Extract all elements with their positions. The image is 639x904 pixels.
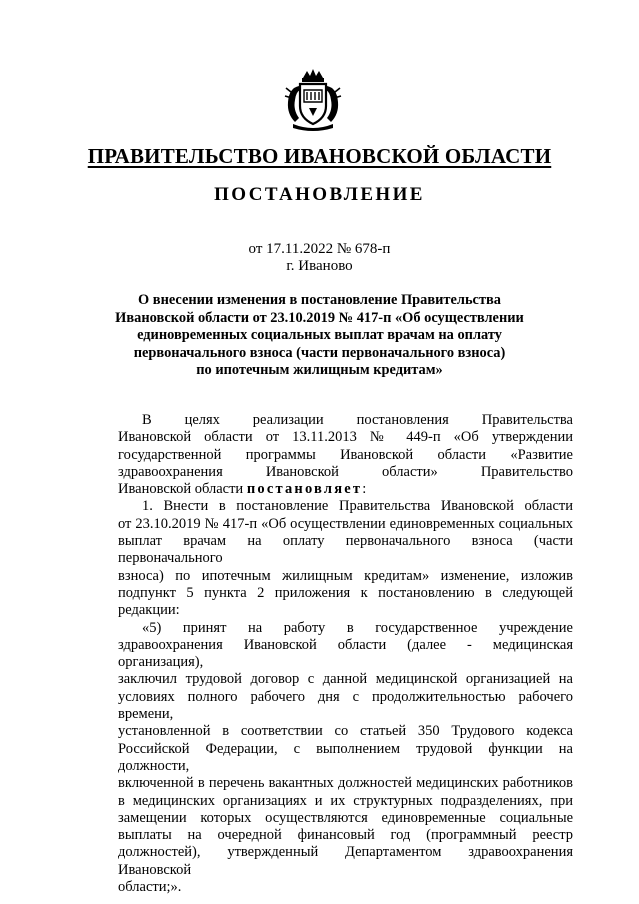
- body-line: замещении которых осуществляются единовременные социальные: [118, 809, 573, 826]
- body-line: должностей), утвержденный Департаментом здравоохранения Ивановской: [118, 844, 573, 878]
- body-line-prefix: Ивановской области: [118, 481, 247, 498]
- document-type: ПОСТАНОВЛЕНИЕ: [214, 184, 425, 205]
- body-line-decree: [118, 481, 573, 498]
- decree-word: постановляет: [246, 481, 363, 498]
- body-line: установленной в соответствии со статьей 350 Трудового кодекса: [118, 723, 573, 740]
- body-line: области;».: [118, 879, 182, 896]
- body-line: условиях полного рабочего дня с продолжительностью рабочего времени,: [118, 688, 573, 723]
- body-line: 1. Внести в постановление Правительства Ивановской области: [142, 498, 573, 515]
- body-line: включенной в перечень вакантных должностей медицинских работников: [118, 775, 573, 792]
- body-line: государственной программы Ивановской области «Развитие: [118, 446, 573, 463]
- body-line: Ивановской области от 13.11.2013 № 449-п «Об утверждении: [118, 429, 573, 446]
- body-line: в медицинских организациях и их структурных подразделениях, при: [118, 792, 573, 809]
- body-line: подпункт 5 пункта 2 приложения к постановлению в следующей: [118, 584, 573, 601]
- title-line: О внесении изменения в постановление Правительства: [138, 292, 501, 308]
- body-line-suffix: :: [362, 481, 367, 498]
- organization-name: ПРАВИТЕЛЬСТВО ИВАНОВСКОЙ ОБЛАСТИ: [87, 144, 552, 168]
- body-line: выплаты на очередной финансовый год (программный реестр: [118, 827, 573, 844]
- body-line: выплат врачам на оплату первоначального взноса (части первоначального: [118, 533, 573, 567]
- document-title: [100, 292, 539, 380]
- title-line: единовременных социальных выплат врачам на оплату: [137, 327, 502, 343]
- body-line: от 23.10.2019 № 417-п «Об осуществлении единовременных социальных: [118, 515, 573, 532]
- document-city: г. Иваново: [286, 258, 353, 274]
- body-line: здравоохранения Ивановской области (далее - медицинская организация),: [118, 636, 573, 671]
- document-date-number: от 17.11.2022 № 678-п: [248, 241, 391, 257]
- body-line: взноса) по ипотечным жилищным кредитам» изменение, изложив: [118, 567, 573, 584]
- title-line: Ивановской области от 23.10.2019 № 417-п «Об осуществлении: [115, 309, 524, 326]
- body-line: редакции:: [118, 602, 180, 619]
- title-line: по ипотечным жилищным кредитам»: [196, 362, 443, 378]
- document-body: [118, 412, 573, 896]
- title-line: первоначального взноса (части первоначального взноса): [133, 344, 506, 361]
- body-line: В целях реализации постановления Правительства: [142, 412, 573, 428]
- body-line: здравоохранения Ивановской области» Правительство: [118, 463, 573, 480]
- body-line: «5) принят на работу в государственное учреждение: [142, 619, 573, 636]
- body-line: заключил трудовой договор с данной медицинской организацией на: [118, 671, 573, 688]
- body-line: Российской Федерации, с выполнением трудовой функции на должности,: [118, 740, 573, 774]
- ivanovo-coat-of-arms-icon: [283, 68, 343, 132]
